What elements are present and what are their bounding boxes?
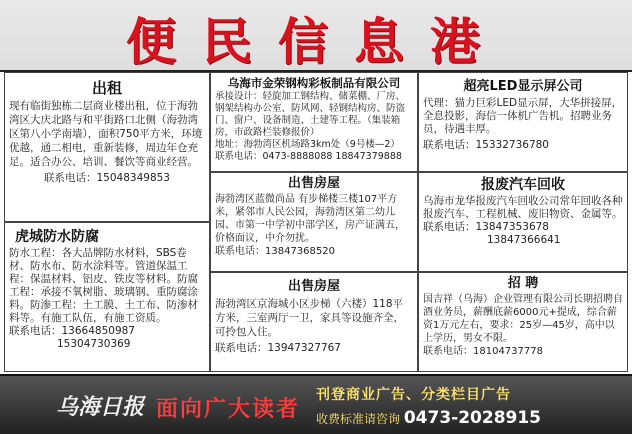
- ad-heading: 出租: [91, 79, 122, 97]
- ad-body: 国吉祥（乌海）企业管理有限公司长期招聘自酒业务员，薪酬底薪6000元+提成，综合薪资1万元左右，要求：25岁—45岁，高中以上学历，男女不限。: [423, 294, 623, 344]
- ad-waterproofing: [4, 222, 210, 372]
- ad-phone: 联系电话：18104737778: [423, 346, 543, 357]
- ad-phone: 联系电话：13847353678: [423, 221, 549, 233]
- ad-heading: 虎城防水防腐: [15, 229, 99, 245]
- ad-body: 承接设计：轻旋加工钢结构、储菜棚、厂房、钢架结构办公室、防风网、轻钢结构房、防盗门、窗户、设备制造、土建等工程。（集装箱房，市政路栏装修报价）: [215, 91, 406, 138]
- page-title: 便民信息港: [126, 12, 506, 71]
- ad-phone: 联系电话：13847368520: [215, 246, 335, 257]
- ad-body: 海勃湾区京海城小区步梯（六楼）118平方米，三室两厅一卫，家具等设施齐全，可拎包入住。: [215, 298, 404, 338]
- ad-house-sale-2: [210, 272, 418, 372]
- footer-slogan: 面向广大读者: [156, 397, 301, 422]
- footer-phone: 0473-2028915: [403, 408, 542, 428]
- ad-scrap-car: [418, 172, 628, 272]
- ad-body: 现有临街独栋二层商业楼出租，位于海勃湾区大庆北路与和平街路口北侧（海勃湾区第八小学南墙），面积750平方米，环境优越，通二相电，重新装修，周边年仓充足。适合办公、培训、餐饮等商业经营。: [9, 100, 203, 168]
- ad-phone: 联系电话：13947327767: [215, 342, 341, 354]
- ad-phone: 联系电话：0473-8888088 18847379888: [215, 151, 402, 162]
- footer-contact: [316, 408, 541, 428]
- ad-phone: 13847366641: [487, 234, 561, 246]
- ad-heading: 报废汽车回收: [481, 177, 565, 193]
- ad-phone: 联系电话：13664850987: [9, 325, 135, 337]
- ad-phone: 联系电话：15048349853: [44, 172, 170, 184]
- ad-heading: 出售房屋: [287, 176, 340, 191]
- ad-house-sale-1: [210, 172, 418, 272]
- footer-banner: [0, 374, 632, 434]
- masthead: [0, 0, 632, 72]
- ad-steel-company: [210, 72, 418, 172]
- ads-grid: [4, 72, 628, 372]
- ad-body: 代理：猫力巨彩LED显示屏，大华拼接屏，全息投影，海信一体机广告机。招聘业务员，待遇丰厚。: [423, 97, 623, 135]
- ad-phone: 15304730369: [57, 338, 131, 350]
- ad-phone: 联系电话：15332736780: [423, 139, 549, 151]
- footer-service-text: 刊登商业广告、分类栏目广告: [316, 387, 511, 403]
- ad-heading: 乌海市金荣钢构彩板制品有限公司: [227, 76, 401, 90]
- ad-address: 地址：海勃湾区机场路3km处（9号楼—2）: [215, 139, 400, 150]
- ad-rental: [4, 72, 210, 222]
- ad-heading: 超亮LED显示屏公司: [463, 79, 583, 94]
- ad-body: 海勃湾区蓝微尚品 有步梯楼三楼107平方米，紧邻市人民公园，海勃湾区第二幼儿园、市第一中学初中部学区，房产证满五，价格面议，中介勿扰。: [215, 194, 405, 244]
- ad-heading: 招 聘: [507, 276, 539, 291]
- footer-contact-label: 收费标准请咨询: [316, 412, 401, 426]
- ad-heading: 出售房屋: [287, 279, 340, 294]
- ad-led-display: [418, 72, 628, 172]
- ad-body: 乌海市龙华报废汽车回收公司常年回收各种报废汽车、工程机械、废旧物资、金属等。: [423, 195, 623, 220]
- ad-body: 防水工程：各大品牌防水材料，SBS卷材、防水布、防水涂料等。管道保温工程：保温材料、铝皮、铁皮等材料。防腐工程：承接不氧树脂、玻璃钢、重防腐涂料。防渗工程：土工膜、土工布、防渗材料等。有施工队伍，有施工资质。: [9, 247, 198, 324]
- ad-recruitment: [418, 272, 628, 372]
- newspaper-logo: 乌海日报: [56, 394, 145, 420]
